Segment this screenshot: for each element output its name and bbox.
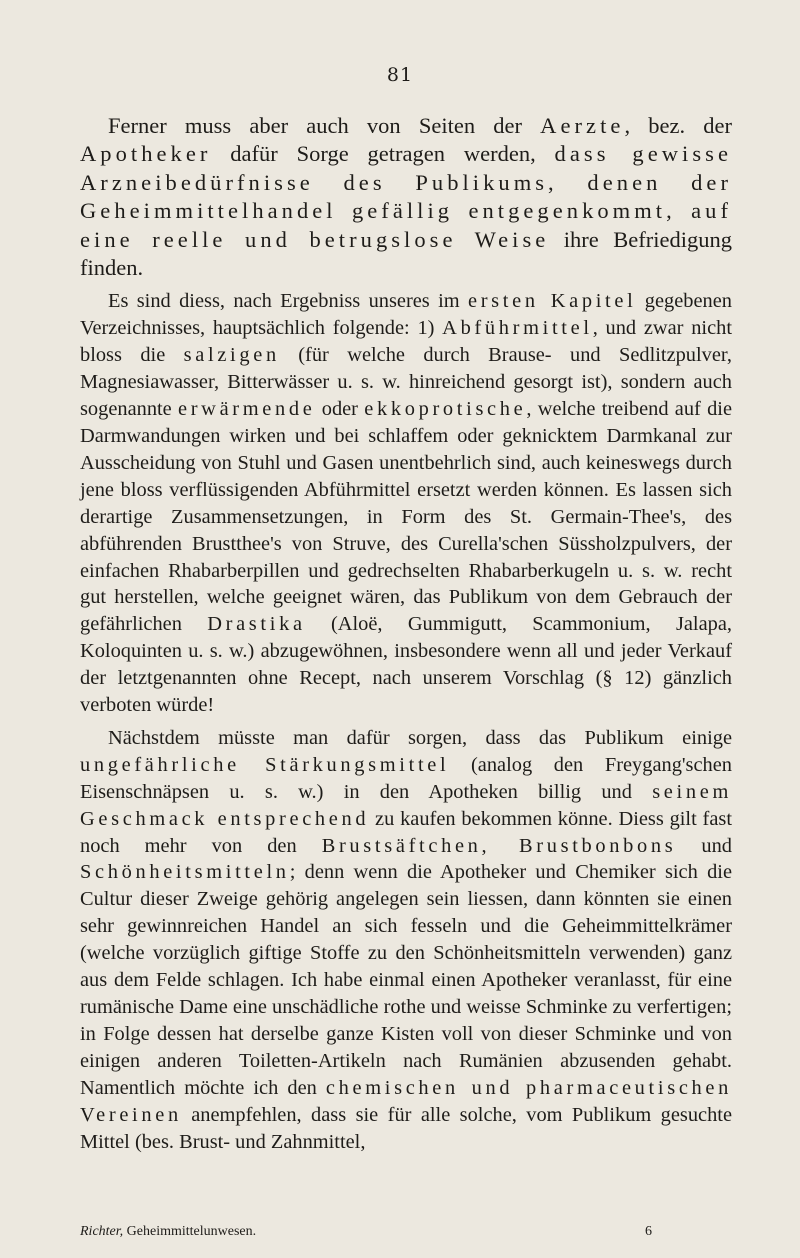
text-run: ; denn wenn die Apotheker und Chemiker sich die Cultur dieser Zweige gehörig angelegen sein liessen, dann könnten sie einen sehr gewinnreichen Handel an sich fesseln und die Geheimmittelkrämer (welche vorzüglich giftige Stoffe zu den Schönheitsmitteln verwenden) ganz aus dem Felde schlagen. Ich habe einmal einen Apotheker veranlasst, für eine rumänische Dame eine unschädliche rothe und weisse Schminke zu verfertigen; in Folge dessen hat derselbe ganze Kisten voll von dieser Schminke und von einigen anderen Toiletten-Artikeln nach Rumänien abzusenden gehabt. Namentlich möchte ich den bbox=[80, 861, 732, 1099]
emphasized-text: ungefährliche Stärkungsmittel bbox=[80, 753, 450, 776]
emphasized-text: salzigen bbox=[183, 344, 280, 367]
paragraph bbox=[80, 725, 732, 1156]
text-run: Nächstdem müsste man dafür sorgen, dass das Publikum einige bbox=[108, 726, 732, 749]
text-run: , bez. der bbox=[624, 113, 733, 138]
emphasized-text: Apotheker bbox=[80, 141, 212, 167]
text-run: , und zwar nicht bloss die bbox=[80, 317, 732, 367]
text-run: und bbox=[676, 834, 732, 857]
text-run: dafür Sorge getragen werden, bbox=[211, 141, 555, 167]
emphasized-text: Drastika bbox=[207, 613, 306, 636]
emphasized-text: Aerzte bbox=[540, 113, 625, 138]
emphasized-text: ersten Kapitel bbox=[467, 290, 637, 313]
signature-mark: 6 bbox=[645, 1224, 652, 1239]
text-run: (analog den Freygang'schen Eisenschnäpsen u. s. w.) in den Apotheken billig und bbox=[80, 753, 732, 803]
emphasized-text: erwärmende bbox=[178, 398, 316, 421]
emphasized-text: seinem Geschmack entsprechend bbox=[80, 780, 732, 830]
page-number: 81 bbox=[386, 64, 414, 86]
body-text bbox=[80, 112, 732, 1161]
text-run: (für welche durch Brause- und Sedlitzpulver, Magnesiawasser, Bitterwässer u. s. w. hinreichend gesorgt ist), sondern auch sogenannte bbox=[80, 344, 732, 421]
emphasized-text: chemischen und pharmaceutischen Vereinen bbox=[80, 1076, 732, 1126]
footer-author: Richter, bbox=[80, 1224, 124, 1239]
text-run: oder bbox=[315, 398, 365, 421]
emphasized-text: Schönheitsmitteln bbox=[80, 861, 290, 884]
paragraph bbox=[80, 112, 732, 282]
footer-title: Geheimmittelunwesen. bbox=[126, 1224, 257, 1239]
emphasized-text: ekkoprotische bbox=[364, 398, 527, 421]
emphasized-text: dass gewisse Arzneibedürfnisse des Publikums, denen der Geheimmittelhandel gefällig entgegenkommt, auf eine reelle und betrugslose Weise bbox=[80, 141, 732, 252]
emphasized-text: Abführmittel bbox=[442, 317, 593, 340]
emphasized-text: Brustsäftchen, Brustbonbons bbox=[321, 834, 677, 857]
text-run: Ferner muss aber auch von Seiten der bbox=[108, 113, 541, 138]
text-run: anempfehlen, dass sie für alle solche, vom Publikum gesuchte Mittel (bes. Brust- und Zahnmittel, bbox=[80, 1103, 732, 1153]
paragraph bbox=[80, 288, 732, 719]
page-footer bbox=[80, 1224, 732, 1240]
text-run: gegebenen Verzeichnisses, hauptsächlich folgende: 1) bbox=[80, 290, 732, 340]
footer-citation bbox=[80, 1224, 256, 1240]
text-run: (Aloë, Gummigutt, Scammonium, Jalapa, Koloquinten u. s. w.) abzugewöhnen, insbesondere wenn all und jeder Verkauf der letztgenannten ohne Recept, nach unserem Vorschlag (§ 12) gänzlich verboten würde! bbox=[80, 613, 732, 717]
text-run: Es sind diess, nach Ergebniss unseres im bbox=[108, 290, 468, 313]
text-run: zu kaufen bekommen könne. Diess gilt fast noch mehr von den bbox=[80, 807, 732, 857]
text-run: ihre Befriedigung finden. bbox=[80, 226, 733, 281]
text-run: , welche treibend auf die Darmwandungen wirken und bei schlaffem oder geknicktem Darmkanal zur Ausscheidung von Stuhl und Gasen unentbehrlich sind, auch keineswegs durch jene bloss verflüssigenden Abführmittel ersetzt werden können. Es lassen sich derartige Zusammensetzungen, in Form des St. Germain-Thee's, des abführenden Brustthee's von Struve, des Curella'schen Süssholzpulvers, der einfachen Rhabarberpillen und gedrechselten Rhabarberkugeln u. s. w. recht gut herstellen, welche geeignet wären, das Publikum von dem Gebrauch der gefährlichen bbox=[80, 398, 733, 636]
